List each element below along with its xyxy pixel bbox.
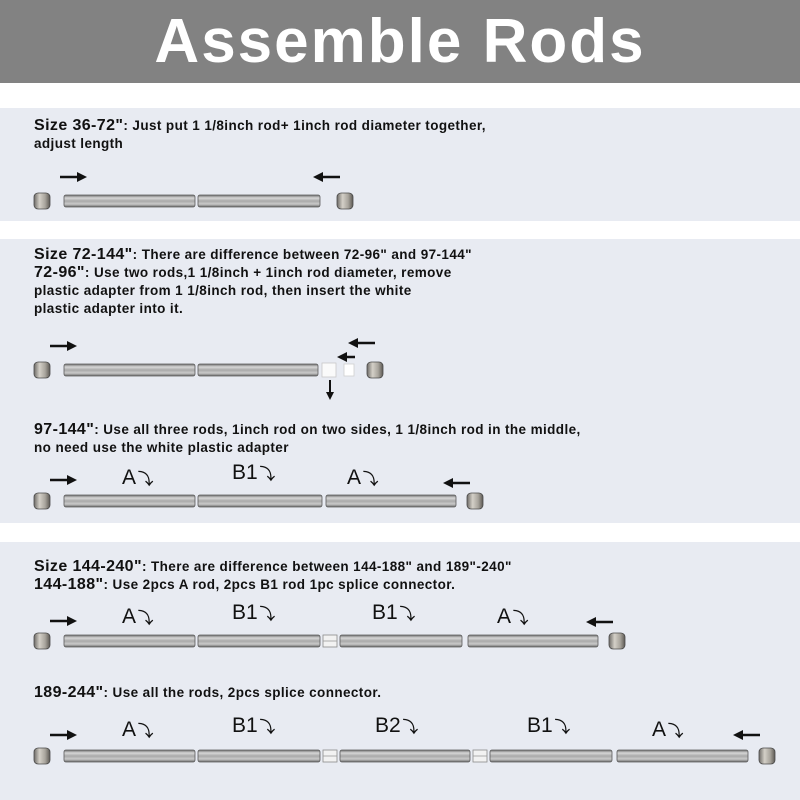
section3-text-b: 189-244": Use all the rods, 2pcs splice connector. — [34, 684, 382, 701]
sub-label: 97-144" — [34, 421, 95, 438]
rod-segment — [64, 495, 195, 507]
white-plastic-adapter — [322, 363, 336, 377]
white-plastic-adapter — [344, 364, 354, 376]
rod-label-b1: B1 ⤵ — [372, 601, 415, 624]
finial-cap — [34, 193, 50, 209]
rod-segment — [340, 635, 462, 647]
finial-cap — [759, 748, 775, 764]
rod-segment — [198, 364, 318, 376]
finial-cap — [367, 362, 383, 378]
rod-segment — [340, 750, 470, 762]
finial-cap — [34, 493, 50, 509]
rod-label-a: A ⤵ — [347, 466, 379, 489]
size-label: Size 36-72" — [34, 117, 124, 134]
rod-label-b1: B1 ⤵ — [527, 714, 570, 737]
sub-label: 189-244" — [34, 684, 104, 701]
rod-segment — [64, 750, 195, 762]
finial-cap — [337, 193, 353, 209]
rod-label-a: A ⤵ — [122, 605, 154, 628]
finial-cap — [34, 633, 50, 649]
section1-text: Size 36-72": Just put 1 1/8inch rod+ 1inch rod diameter together, adjust length — [34, 117, 486, 151]
rod-segment — [468, 635, 598, 647]
rod-label-b1: B1 ⤵ — [232, 714, 275, 737]
section3-text: Size 144-240": There are difference between 144-188" and 189"-240" 144-188": Use 2pcs A rod, 2pcs B1 rod 1pc splice connector. — [34, 558, 512, 593]
rod-label-b1: B1 ⤵ — [232, 601, 275, 624]
finial-cap — [34, 748, 50, 764]
finial-cap — [34, 362, 50, 378]
rod-label-a: A ⤵ — [497, 605, 529, 628]
sub-label: 72-96" — [34, 264, 85, 281]
rod-label-a: A ⤵ — [652, 718, 684, 741]
rod-segment — [326, 495, 456, 507]
size-label: Size 72-144" — [34, 246, 133, 263]
rod-label-a: A ⤵ — [122, 466, 154, 489]
size-label: Size 144-240" — [34, 558, 142, 575]
rod-segment — [64, 195, 195, 207]
rod-label-a: A ⤵ — [122, 718, 154, 741]
sub-label: 144-188" — [34, 576, 104, 593]
rod-segment — [490, 750, 612, 762]
rod-label-b1: B1 ⤵ — [232, 461, 275, 484]
rod-segment — [198, 195, 320, 207]
rod-segment — [198, 635, 320, 647]
rod-segment — [198, 495, 322, 507]
finial-cap — [609, 633, 625, 649]
rod-segment — [64, 635, 195, 647]
rod-segment — [617, 750, 748, 762]
section2-text: Size 72-144": There are difference between 72-96" and 97-144" 72-96": Use two rods,1 1/8inch + 1inch rod diameter, remove plastic adapter from 1 1/8inch rod, then insert the white plastic adapter into it. — [34, 246, 472, 316]
page-title: Assemble Rods — [154, 6, 646, 76]
rod-segment — [198, 750, 320, 762]
rod-segment — [64, 364, 195, 376]
section2-text-b: 97-144": Use all three rods, 1inch rod on two sides, 1 1/8inch rod in the middle, no need use the white plastic adapter — [34, 421, 581, 455]
finial-cap — [467, 493, 483, 509]
rod-label-b2: B2 ⤵ — [375, 714, 418, 737]
